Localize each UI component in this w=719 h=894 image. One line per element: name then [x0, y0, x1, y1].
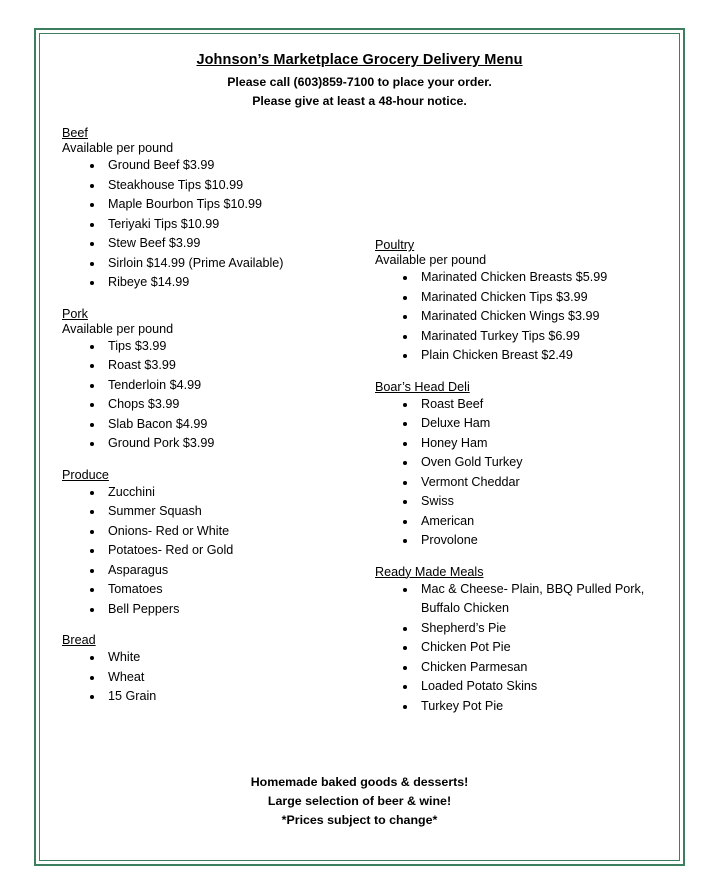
list-item: Bell Peppers [86, 600, 362, 620]
section-heading: Ready Made Meals [375, 564, 484, 579]
list-item: Stew Beef $3.99 [86, 234, 362, 254]
list-item: Swiss [399, 492, 665, 512]
section-heading: Bread [62, 633, 96, 647]
footer-line-price-disclaimer: *Prices subject to change* [281, 813, 438, 827]
list-item: Asparagus [86, 561, 362, 581]
section-ready-made-meals [375, 565, 665, 717]
list-item: Sirloin $14.99 (Prime Available) [86, 254, 362, 274]
list-item: Shepherd’s Pie [399, 619, 665, 639]
list-item: Tips $3.99 [86, 337, 362, 357]
list-item: Zucchini [86, 483, 362, 503]
menu-columns [50, 126, 669, 736]
section-heading: Poultry [375, 238, 415, 252]
list-item: Ground Pork $3.99 [86, 434, 362, 454]
list-item: Potatoes- Red or Gold [86, 541, 362, 561]
list-item: Tenderloin $4.99 [86, 376, 362, 396]
list-item: American [399, 512, 665, 532]
section-heading: Produce [62, 467, 109, 482]
section-note: Available per pound [62, 321, 174, 336]
list-item: Maple Bourbon Tips $10.99 [86, 195, 362, 215]
list-item: Roast $3.99 [86, 356, 362, 376]
list-item: Honey Ham [399, 434, 665, 454]
list-item: Loaded Potato Skins [399, 677, 665, 697]
right-column [375, 126, 665, 730]
list-item: Slab Bacon $4.99 [86, 415, 362, 435]
section-item-list [375, 395, 665, 551]
list-item: Chicken Pot Pie [399, 638, 665, 658]
footer [50, 773, 669, 830]
list-item: Deluxe Ham [399, 414, 665, 434]
list-item: Roast Beef [399, 395, 665, 415]
section-heading: Boar’s Head Deli [375, 379, 470, 394]
list-item: 15 Grain [86, 687, 362, 707]
list-item: Marinated Chicken Wings $3.99 [399, 307, 665, 327]
section-item-list [375, 580, 665, 717]
list-item: White [86, 648, 362, 668]
section-note: Available per pound [375, 253, 487, 267]
page-title: Johnson’s Marketplace Grocery Delivery Menu [196, 52, 523, 68]
list-item: Summer Squash [86, 502, 362, 522]
section-pork [62, 307, 362, 454]
section-heading: Beef [62, 126, 88, 140]
document-content [50, 42, 669, 852]
list-item: Oven Gold Turkey [399, 453, 665, 473]
list-item: Marinated Turkey Tips $6.99 [399, 327, 665, 347]
list-item: Ribeye $14.99 [86, 273, 362, 293]
section-beef [62, 126, 362, 293]
section-poultry [375, 238, 665, 366]
list-item: Provolone [399, 531, 665, 551]
list-item: Chops $3.99 [86, 395, 362, 415]
section-heading: Pork [62, 306, 88, 321]
section-item-list [62, 337, 362, 454]
section-produce [62, 468, 362, 620]
footer-line-beer-wine: Large selection of beer & wine! [267, 794, 452, 808]
order-phone-line: Please call (603)859-7100 to place your order. [227, 75, 492, 89]
list-item: Marinated Chicken Breasts $5.99 [399, 268, 665, 288]
section-item-list [62, 648, 362, 707]
footer-line-baked-goods: Homemade baked goods & desserts! [250, 775, 469, 789]
list-item: Turkey Pot Pie [399, 697, 665, 717]
section-note: Available per pound [62, 141, 174, 155]
section-item-list [375, 268, 665, 366]
list-item: Vermont Cheddar [399, 473, 665, 493]
section-bread [62, 633, 362, 707]
list-item: Marinated Chicken Tips $3.99 [399, 288, 665, 308]
list-item: Ground Beef $3.99 [86, 156, 362, 176]
list-item: Plain Chicken Breast $2.49 [399, 346, 665, 366]
section-item-list [62, 483, 362, 620]
notice-line: Please give at least a 48-hour notice. [252, 94, 467, 108]
list-item: Wheat [86, 668, 362, 688]
list-item: Mac & Cheese- Plain, BBQ Pulled Pork, Buffalo Chicken [399, 580, 665, 619]
section-boars-head-deli [375, 380, 665, 551]
list-item: Teriyaki Tips $10.99 [86, 215, 362, 235]
left-column [62, 126, 362, 721]
column-spacer [375, 126, 665, 238]
list-item: Steakhouse Tips $10.99 [86, 176, 362, 196]
list-item: Chicken Parmesan [399, 658, 665, 678]
list-item: Tomatoes [86, 580, 362, 600]
list-item: Onions- Red or White [86, 522, 362, 542]
section-item-list [62, 156, 362, 293]
